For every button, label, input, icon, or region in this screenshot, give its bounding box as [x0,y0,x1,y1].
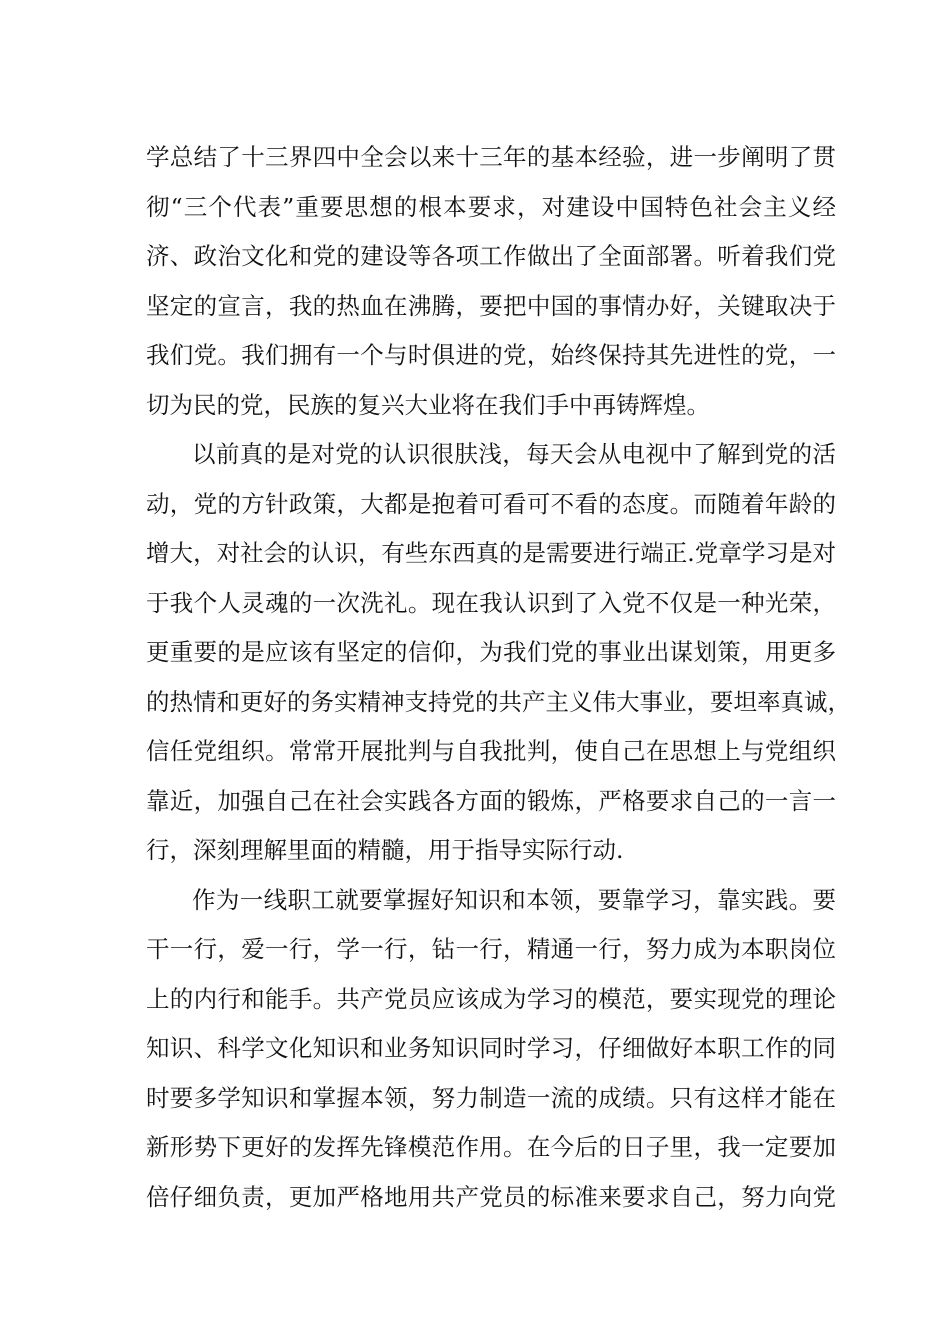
text-line: 上的内行和能手。共产党员应该成为学习的模范，要实现党的理论 [146,984,836,1013]
text-line: 信任党组织。常常开展批判与自我批判，使自己在思想上与党组织 [146,737,836,765]
text-line: 的热情和更好的务实精神支持党的共产主义伟大事业，要坦率真诚， [146,687,851,716]
text-line: 切为民的党，民族的复兴大业将在我们手中再铸辉煌。 [146,390,710,419]
body-text [146,133,851,1222]
text-line: 于我个人灵魂的一次洗礼。现在我认识到了入党不仅是一种光荣， [146,588,836,617]
text-line: 时要多学知识和掌握本领，努力制造一流的成绩。只有这样才能在 [146,1083,836,1112]
text-line: 知识、科学文化知识和业务知识同时学习，仔细做好本职工作的同 [146,1034,836,1062]
text-line: 倍仔细负责，更加严格地用共产党员的标准来要求自己，努力向党 [146,1182,836,1211]
text-line: 济、政治文化和党的建设等各项工作做出了全面部署。听着我们党 [146,242,836,270]
text-line: 动，党的方针政策，大都是抱着可看可不看的态度。而随着年龄的 [146,489,836,518]
text-line: 坚定的宣言，我的热血在沸腾，要把中国的事情办好，关键取决于 [146,291,836,320]
paragraph-first-line: 作为一线职工就要掌握好知识和本领，要靠学习，靠实践。要 [192,885,836,914]
text-line: 我们党。我们拥有一个与时俱进的党，始终保持其先进性的党，一 [146,341,836,369]
text-line: 更重要的是应该有坚定的信仰，为我们党的事业出谋划策，用更多 [146,638,836,666]
text-line: 新形势下更好的发挥先锋模范作用。在今后的日子里，我一定要加 [146,1133,836,1161]
text-line: 学总结了十三界四中全会以来十三年的基本经验，进一步阐明了贯 [146,143,836,171]
text-line: 靠近，加强自己在社会实践各方面的锻炼，严格要求自己的一言一 [146,786,836,815]
text-line: 干一行，爱一行，学一行，钻一行，精通一行，努力成为本职岗位 [146,935,836,963]
paragraph-first-line: 以前真的是对党的认识很肤浅，每天会从电视中了解到党的活 [192,440,836,468]
text-line: 增大，对社会的认识，有些东西真的是需要进行端正.党章学习是对 [146,539,836,567]
text-line: 行，深刻理解里面的精髓，用于指导实际行动. [146,836,624,864]
text-line: 彻“三个代表”重要思想的根本要求，对建设中国特色社会主义经 [146,192,836,221]
